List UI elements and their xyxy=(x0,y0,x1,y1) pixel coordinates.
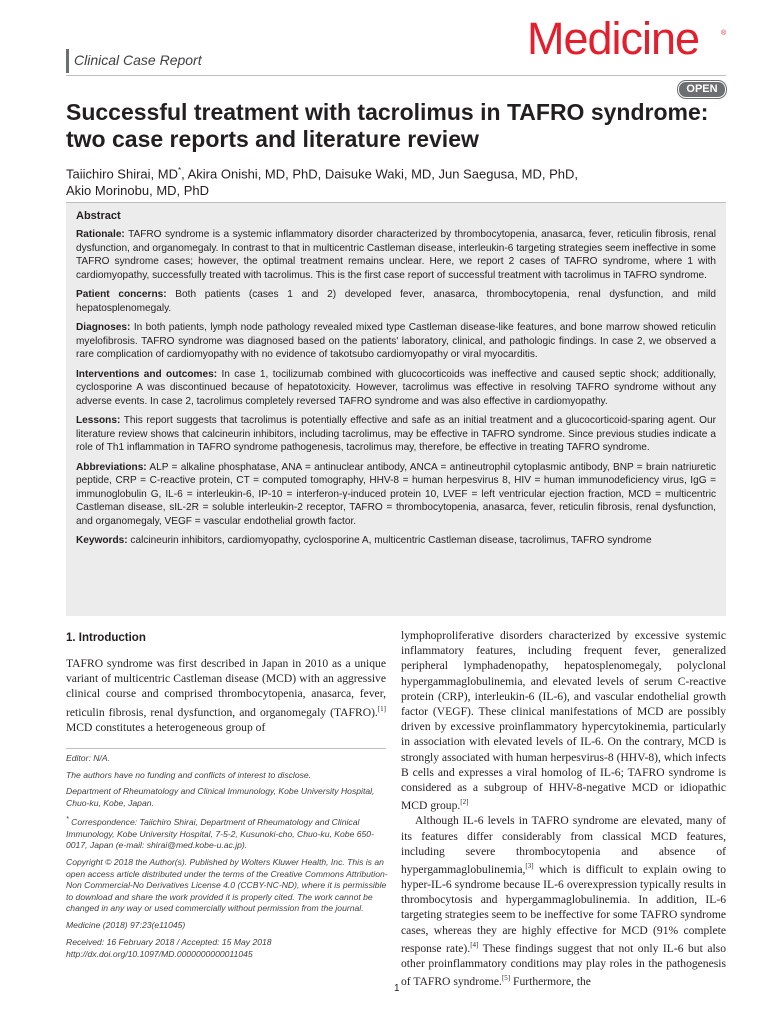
ref-4[interactable]: [4] xyxy=(470,940,479,949)
rationale-text: TAFRO syndrome is a systemic inflammatory disorder characterized by thrombocytopenia, anasarca, fever, reticulin fibrosis, renal dysfunction, and organomegaly. In contrast to that in multicentric Castleman disease, interleukin-6 targeting strategies seem ineffective in some TAFRO syndrome cases; however, the optimal treatment remains unclear. Here, we report 2 cases of TAFRO syndrome, where 1 with cardiomyopathy, successfully treated with tacrolimus. This is the first case report of successful treatment with tacrolimus in TAFRO syndrome. xyxy=(76,229,716,281)
diagnoses-label: Diagnoses: xyxy=(76,322,131,333)
intro-left-column xyxy=(66,656,386,735)
ref-3[interactable]: [3] xyxy=(525,861,534,870)
fn-citation: Medicine (2018) 97:23(e11045) xyxy=(66,919,186,930)
author-line1b: , Akira Onishi, MD, PhD, Daisuke Waki, MD, Jun Saegusa, MD, PhD, xyxy=(181,166,578,182)
author-line1a: Taiichiro Shirai, MD xyxy=(66,166,178,182)
fn-doi-link[interactable]: http://dx.doi.org/10.1097/MD.0000000000011045 xyxy=(66,949,253,960)
intro-p1b: MCD constitutes a heterogeneous group of xyxy=(66,720,266,734)
rationale-label: Rationale: xyxy=(76,229,125,240)
journal-logo: Medicine xyxy=(527,13,700,64)
fn-affiliation: Department of Rheumatology and Clinical Immunology, Kobe University Hospital, Chuo-ku, Kobe, Japan. xyxy=(66,786,375,808)
logo-registered-mark: ® xyxy=(721,30,727,37)
concerns-label: Patient concerns: xyxy=(76,289,167,300)
intro-r2d: Furthermore, the xyxy=(510,974,591,988)
fn-funding: The authors have no funding and conflicts of interest to disclose. xyxy=(66,769,312,780)
diagnoses-text: In both patients, lymph node pathology revealed mixed type Castleman disease-like features, and bone marrow showed reticulin myelofibrosis. TAFRO syndrome was diagnosed based on the patients' laboratory, clinical, and pathologic findings. In case 2, we observed a rare complication of cardiomyopathy with no evidence of takotsubo cardiomyopathy or viral myocarditis. xyxy=(76,322,716,360)
intro-heading: 1. Introduction xyxy=(66,632,146,644)
abstract-keywords xyxy=(76,534,716,548)
intro-paragraph-1 xyxy=(66,656,386,735)
intro-r2b: which is difficult to explain owing to hyper-IL-6 syndrome because IL-6 overexpression typically results in thrombocytosis and hypergammaglobulinemia. In addition, IL-6 targeting strategies seem to be ineffective for some TAFRO syndrome cases, whereas they are highly effective for MCD (91% complete response rate). xyxy=(401,862,726,955)
abbrev-label: Abbreviations: xyxy=(76,461,147,473)
intro-r2a: Although IL-6 levels in TAFRO syndrome are elevated, many of its features differ considerably from classical MCD features, including severe thrombocytopenia and absence of hypergammaglobulinemia, xyxy=(401,814,726,876)
section-label: Clinical Case Report xyxy=(74,52,202,68)
fn-corr-text: Correspondence: Taiichiro Shirai, Department of Rheumatology and Clinical Immunology, Kobe University Hospital, 7-5-2, Kusunoki-cho, Chuo-ku, Kobe 650-0017, Japan (e-mail: shirai@med.kobe-u.ac.jp). xyxy=(66,817,374,851)
abstract-interventions xyxy=(76,368,716,409)
concerns-text: Both patients (cases 1 and 2) developed fever, anasarca, thrombocytopenia, renal dysfunction, and mild hepatosplenomegaly. xyxy=(76,289,717,314)
header-rule xyxy=(66,75,726,76)
abstract-rationale xyxy=(76,228,716,282)
ref-1[interactable]: [1] xyxy=(377,704,386,713)
lessons-label: Lessons: xyxy=(76,415,121,426)
lessons-text: This report suggests that tacrolimus is potentially effective and safe as an initial treatment and a glucocorticoid-sparing agent. Our literature review shows that calcineurin inhibitors, including tacrolimus, may be effective in TAFRO syndrome. Since previous studies indicate a role of Th1 inflammation in TAFRO syndrome pathogenesis, tacrolimus may, therefore, be effective in treating TAFRO syndrome. xyxy=(76,415,716,453)
intro-p1a: TAFRO syndrome was first described in Japan in 2010 as a unique variant of multicentric Castleman disease (MCD) with an aggressive clinical course and comprised thrombocytopenia, anasarca, fever, reticulin fibrosis, renal dysfunction, and organomegaly (TAFRO). xyxy=(66,657,386,719)
fn-correspondence xyxy=(66,814,388,852)
intro-right-column xyxy=(401,628,726,989)
interventions-text: In case 1, tocilizumab combined with glucocorticoids was ineffective and caused septic shock; additionally, cyclosporine A was discontinued because of hepatotoxicity. However, tacrolimus was effective in resolving TAFRO syndrome without any adverse events. In case 2, tacrolimus completely reversed TAFRO syndrome and was also effective in cardiomyopathy. xyxy=(76,368,717,407)
abbrev-text: ALP = alkaline phosphatase, ANA = antinuclear antibody, ANCA = antineutrophil cytoplasmic antibody, BNP = brain natriuretic peptide, CRP = C-reactive protein, CT = computed tomography, HHV-8 = human herpesvirus 8, HIV = human immunodeficiency virus, IgG = immunoglobulin G, IL-6 = interleukin-6, IP-10 = interferon-γ-induced protein 10, LVEF = left ventricular ejection fraction, MCD = multicentric Castleman disease, sIL-2R = soluble interleukin-2 receptor, TAFRO = thrombocytopenia, anasarca, fever, reticulin fibrosis, renal dysfunction, and organomegaly, VEGF = vascular endothelial growth factor. xyxy=(76,461,716,527)
open-access-badge: OPEN xyxy=(678,81,726,98)
abstract-diagnoses xyxy=(76,321,716,362)
page-number: 1 xyxy=(394,983,400,994)
abstract-heading: Abstract xyxy=(76,210,121,222)
abstract-abbreviations xyxy=(76,461,716,529)
ref-2[interactable]: [2] xyxy=(460,798,469,807)
interventions-label: Interventions and outcomes: xyxy=(76,368,218,380)
corresponding-mark: * xyxy=(177,166,182,175)
abstract-concerns xyxy=(76,288,716,315)
intro-paragraph-2 xyxy=(401,628,726,813)
article-title: Successful treatment with tacrolimus in TAFRO syndrome: two case reports and literature review xyxy=(66,99,709,152)
ref-5[interactable]: [5] xyxy=(501,974,511,983)
abstract-box xyxy=(66,202,726,616)
intro-r2c: These findings suggest that not only IL-6 but also other proinflammatory conditions may play roles in the pathogenesis of TAFRO syndrome. xyxy=(401,941,726,988)
keywords-label: Keywords: xyxy=(76,535,128,546)
fn-editor: Editor: N/A. xyxy=(66,753,110,763)
author-line2: Akio Morinobu, MD, PhD xyxy=(66,183,210,199)
footnote-rule xyxy=(66,748,386,749)
fn-copyright: Copyright © 2018 the Author(s). Published by Wolters Kluwer Health, Inc. This is an open access article distributed under the terms of the Creative Commons Attribution-Non Commercial-No Derivatives License 4.0 (CCBY-NC-ND), where it is permissible to download and share the work provided it is properly cited. The work cannot be changed in any way or used commercially without permission from the journal. xyxy=(66,857,388,914)
header-accent-bar xyxy=(66,49,69,73)
intro-r1a: lymphoproliferative disorders characterized by excessive systemic inflammatory features, including frequent fever, generalized peripheral lymphadenopathy, hepatosplenomegaly, polyclonal hypergammaglobulinemia, and elevated levels of serum C-reactive protein (CRP), interleukin-6 (IL-6), and vascular endothelial growth factor (VEGF). These clinical manifestations of MCD are possibly driven by excessive proinflammatory hypercytokinemia, particularly in association with elevated levels of IL-6. On the contrary, MCD is strongly associated with human herpesvirus-8 (HHV-8), which infects B cells and expresses a viral homolog of IL-6; TAFRO syndrome is considered as a subgroup of HHV-8-negative MCD or idiopathic MCD group. xyxy=(401,629,726,813)
footnotes xyxy=(66,753,388,966)
fn-corr-mark: * xyxy=(66,815,69,824)
fn-dates: Received: 16 February 2018 / Accepted: 15 May 2018 xyxy=(66,936,272,947)
keywords-text: calcineurin inhibitors, cardiomyopathy, cyclosporine A, multicentric Castleman disease, tacrolimus, TAFRO syndrome xyxy=(127,535,652,546)
author-list xyxy=(66,162,726,199)
intro-paragraph-3 xyxy=(401,813,726,989)
abstract-lessons xyxy=(76,414,716,455)
